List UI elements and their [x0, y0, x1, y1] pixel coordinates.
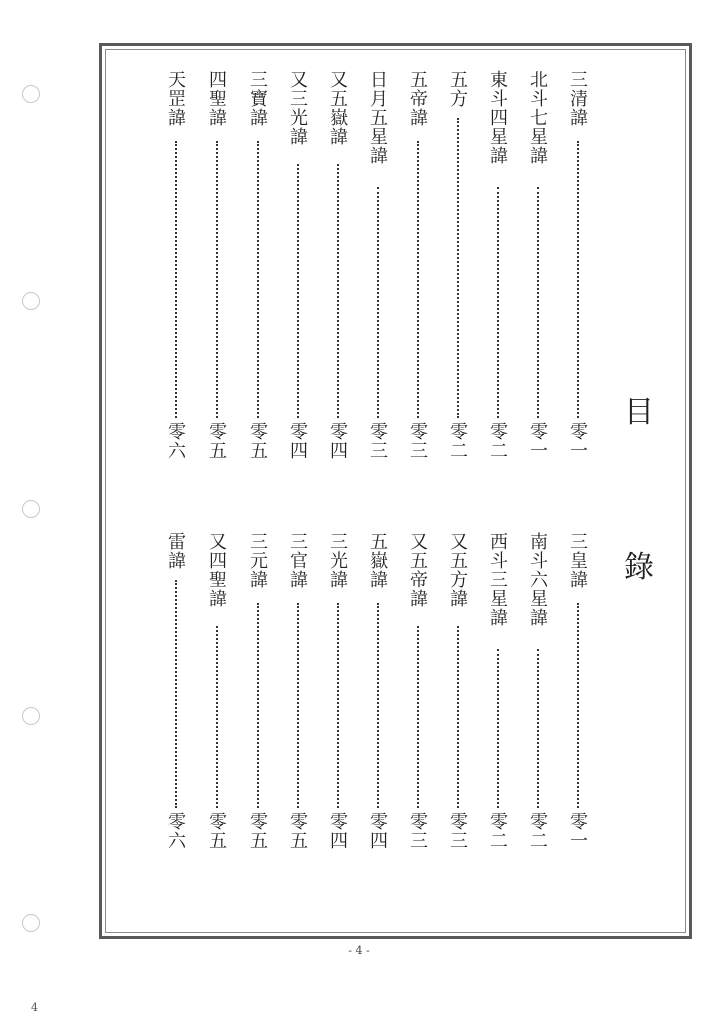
- toc-leader-dots: [337, 164, 339, 418]
- toc-entry-page-number: 零一: [527, 422, 548, 460]
- toc-entry-page-number: 零五: [206, 422, 227, 460]
- toc-title-char-1: 目: [624, 395, 654, 430]
- toc-entry[interactable]: [164, 532, 188, 858]
- toc-entry[interactable]: [406, 532, 430, 858]
- toc-leader-dots: [175, 580, 177, 808]
- toc-leader-dots: [377, 187, 379, 418]
- toc-entry-page-number: 零三: [367, 422, 388, 460]
- toc-entry[interactable]: [286, 70, 310, 468]
- toc-entry-page-number: 零三: [447, 812, 468, 850]
- corner-page-number: 4: [31, 1001, 38, 1014]
- toc-entry-title: 五方: [447, 70, 468, 108]
- toc-entry-page-number: 零六: [165, 812, 186, 850]
- toc-entry-page-number: 零四: [327, 812, 348, 850]
- toc-entry-title: 五嶽諱: [367, 532, 388, 589]
- page-number-footer: - 4 -: [348, 944, 370, 957]
- toc-entry-page-number: 零三: [407, 812, 428, 850]
- toc-entry-page-number: 零五: [287, 812, 308, 850]
- toc-entry-title: 三官諱: [287, 532, 308, 589]
- toc-leader-dots: [497, 649, 499, 808]
- toc-entry-title: 北斗七星諱: [527, 70, 548, 165]
- toc-entry[interactable]: [205, 70, 229, 468]
- toc-leader-dots: [577, 603, 579, 808]
- toc-entry-title: 南斗六星諱: [527, 532, 548, 627]
- binder-hole: [22, 914, 40, 932]
- binder-hole: [22, 85, 40, 103]
- toc-entry-page-number: 零一: [567, 812, 588, 850]
- toc-entry-page-number: 零五: [247, 422, 268, 460]
- toc-entry-page-number: 零六: [165, 422, 186, 460]
- toc-entry[interactable]: [366, 532, 390, 858]
- toc-leader-dots: [377, 603, 379, 808]
- toc-leader-dots: [297, 603, 299, 808]
- toc-entry-page-number: 零三: [407, 422, 428, 460]
- toc-entry-title: 三清諱: [567, 70, 588, 127]
- toc-entry[interactable]: [486, 532, 510, 858]
- toc-entry-title: 三寶諱: [247, 70, 268, 127]
- toc-title-char-2: 錄: [624, 550, 654, 585]
- toc-entry[interactable]: [526, 70, 550, 468]
- toc-leader-dots: [216, 141, 218, 418]
- toc-entry-title: 東斗四星諱: [487, 70, 508, 165]
- toc-leader-dots: [417, 141, 419, 418]
- toc-entry-title: 四聖諱: [206, 70, 227, 127]
- toc-entry[interactable]: [406, 70, 430, 468]
- toc-entry-title: 三光諱: [327, 532, 348, 589]
- toc-entry-page-number: 零二: [527, 812, 548, 850]
- toc-leader-dots: [577, 141, 579, 418]
- toc-entry-title: 五帝諱: [407, 70, 428, 127]
- toc-entry-title: 又三光諱: [287, 70, 308, 146]
- toc-leader-dots: [417, 626, 419, 808]
- toc-entry-page-number: 零二: [487, 422, 508, 460]
- toc-entry-title: 又五帝諱: [407, 532, 428, 608]
- toc-entry[interactable]: [246, 70, 270, 468]
- toc-leader-dots: [537, 649, 539, 808]
- binder-hole: [22, 292, 40, 310]
- toc-entry[interactable]: [366, 70, 390, 468]
- toc-entry[interactable]: [164, 70, 188, 468]
- toc-entry-title: 三皇諱: [567, 532, 588, 589]
- toc-leader-dots: [257, 141, 259, 418]
- toc-leader-dots: [497, 187, 499, 418]
- toc-leader-dots: [257, 603, 259, 808]
- toc-entry-title: 又四聖諱: [206, 532, 227, 608]
- toc-entry-page-number: 零四: [327, 422, 348, 460]
- binder-hole: [22, 500, 40, 518]
- toc-entry-page-number: 零一: [567, 422, 588, 460]
- toc-entry[interactable]: [446, 70, 470, 468]
- toc-entry-page-number: 零四: [367, 812, 388, 850]
- page-frame-inner: [105, 49, 686, 933]
- toc-leader-dots: [337, 603, 339, 808]
- toc-entry-page-number: 零五: [206, 812, 227, 850]
- toc-leader-dots: [175, 141, 177, 418]
- toc-entry-title: 西斗三星諱: [487, 532, 508, 627]
- toc-entry-page-number: 零二: [447, 422, 468, 460]
- toc-leader-dots: [297, 164, 299, 418]
- toc-leader-dots: [457, 626, 459, 808]
- toc-entry-title: 又五嶽諱: [327, 70, 348, 146]
- toc-entry[interactable]: [286, 532, 310, 858]
- toc-entry[interactable]: [566, 70, 590, 468]
- toc-entry-title: 又五方諱: [447, 532, 468, 608]
- toc-entry-title: 三元諱: [247, 532, 268, 589]
- toc-entry[interactable]: [246, 532, 270, 858]
- toc-entry[interactable]: [205, 532, 229, 858]
- toc-entry[interactable]: [326, 70, 350, 468]
- toc-entry-page-number: 零五: [247, 812, 268, 850]
- toc-entry-title: 雷諱: [165, 532, 186, 570]
- toc-entry[interactable]: [526, 532, 550, 858]
- toc-leader-dots: [457, 118, 459, 418]
- toc-entry-page-number: 零二: [487, 812, 508, 850]
- toc-entry[interactable]: [486, 70, 510, 468]
- toc-entry-title: 日月五星諱: [367, 70, 388, 165]
- toc-entry-page-number: 零四: [287, 422, 308, 460]
- binder-hole: [22, 707, 40, 725]
- toc-entry[interactable]: [326, 532, 350, 858]
- toc-leader-dots: [537, 187, 539, 418]
- toc-leader-dots: [216, 626, 218, 808]
- toc-entry[interactable]: [566, 532, 590, 858]
- toc-entry[interactable]: [446, 532, 470, 858]
- toc-entry-title: 天罡諱: [165, 70, 186, 127]
